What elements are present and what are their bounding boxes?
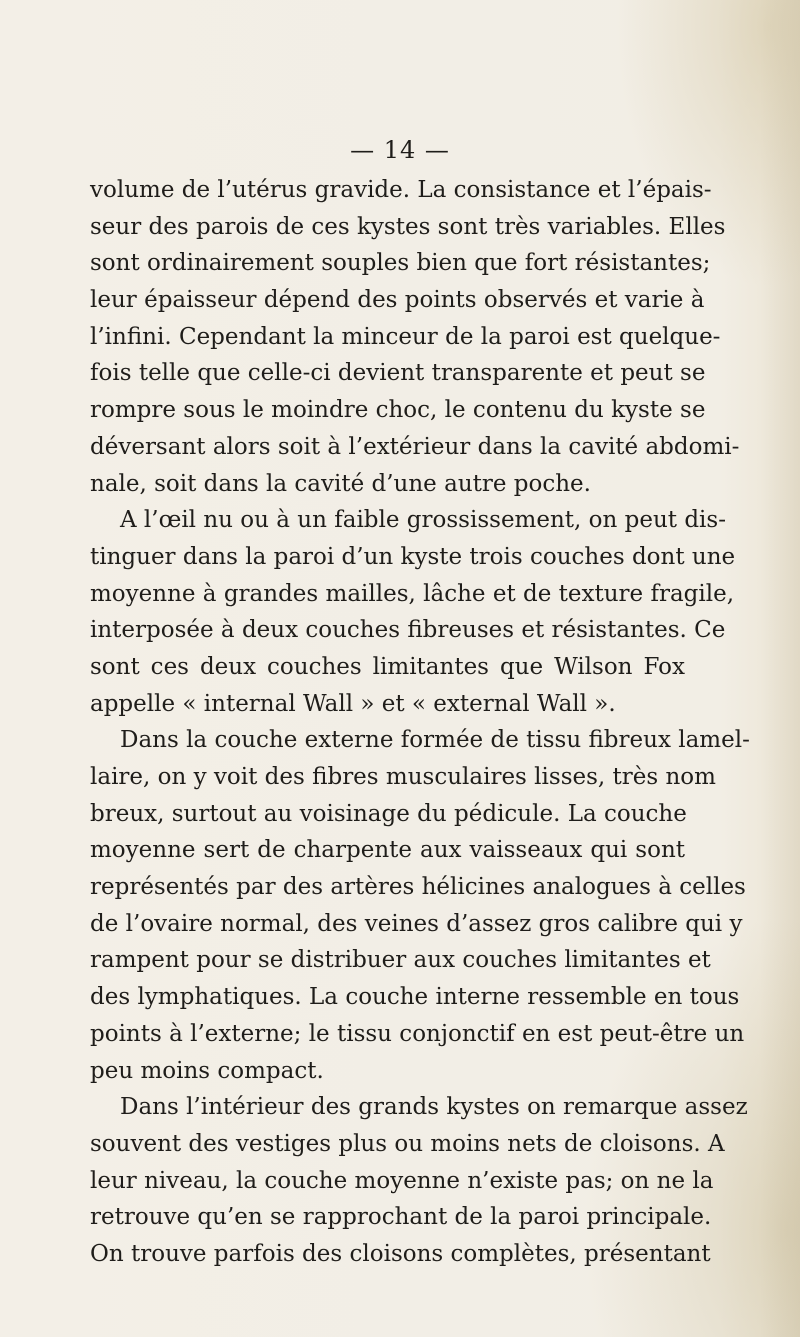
text-line: leur épaisseur dépend des points observés et varie à xyxy=(90,287,705,314)
text-line: tinguer dans la paroi d’un kyste trois couches dont une xyxy=(90,543,736,570)
body-text xyxy=(90,172,750,1273)
text-line: breux, surtout au voisinage du pédicule. La couche xyxy=(90,800,687,827)
text-line: retrouve qu’en se rapprochant de la paroi principale. xyxy=(90,1204,712,1231)
text-line: rampent pour se distribuer aux couches limitantes et xyxy=(90,947,711,974)
text-line: moyenne à grandes mailles, lâche et de texture fragile, xyxy=(90,580,735,607)
text-line: Dans l’intérieur des grands kystes on remarque assez xyxy=(120,1094,748,1121)
text-line: représentés par des artères hélicines analogues à celles xyxy=(90,874,746,901)
text-line: laire, on y voit des fibres musculaires lisses, très nom xyxy=(90,764,716,790)
text-line: de l’ovaire normal, des veines d’assez gros calibre qui y xyxy=(90,910,743,937)
text-line: rompre sous le moindre choc, le contenu du kyste se xyxy=(90,397,706,424)
text-line: sont ces deux couches limitantes que Wilson Fox xyxy=(90,653,685,680)
text-line: points à l’externe; le tissu conjonctif en est peut-être un xyxy=(90,1020,745,1047)
text-line: interposée à deux couches fibreuses et résistantes. Ce xyxy=(90,617,726,644)
text-line: fois telle que celle-ci devient transparente et peut se xyxy=(90,360,706,387)
text-line: appelle « internal Wall » et « external Wall ». xyxy=(90,690,616,717)
text-line: nale, soit dans la cavité d’une autre poche. xyxy=(90,470,591,497)
text-line: On trouve parfois des cloisons complètes, présentant xyxy=(90,1240,711,1267)
text-line: seur des parois de ces kystes sont très variables. Elles xyxy=(90,213,726,240)
text-line: Dans la couche externe formée de tissu fibreux lamel- xyxy=(120,727,750,754)
text-line: volume de l’utérus gravide. La consistance et l’épais- xyxy=(90,177,712,203)
page-number: — 14 — xyxy=(350,136,450,164)
page-edge-shadow xyxy=(760,0,800,1337)
text-line: sont ordinairement souples bien que fort résistantes; xyxy=(90,250,711,277)
text-line: moyenne sert de charpente aux vaisseaux qui sont xyxy=(90,837,685,864)
text-line: souvent des vestiges plus ou moins nets de cloisons. A xyxy=(90,1130,725,1157)
text-line: peu moins compact. xyxy=(90,1057,324,1084)
text-line: déversant alors soit à l’extérieur dans la cavité abdomi- xyxy=(90,433,740,460)
text-line: leur niveau, la couche moyenne n’existe pas; on ne la xyxy=(90,1167,714,1194)
text-line: A l’œil nu ou à un faible grossissement, on peut dis- xyxy=(120,507,726,534)
text-line: des lymphatiques. La couche interne ressemble en tous xyxy=(90,984,740,1011)
text-line: l’infini. Cependant la minceur de la paroi est quelque- xyxy=(90,323,721,350)
